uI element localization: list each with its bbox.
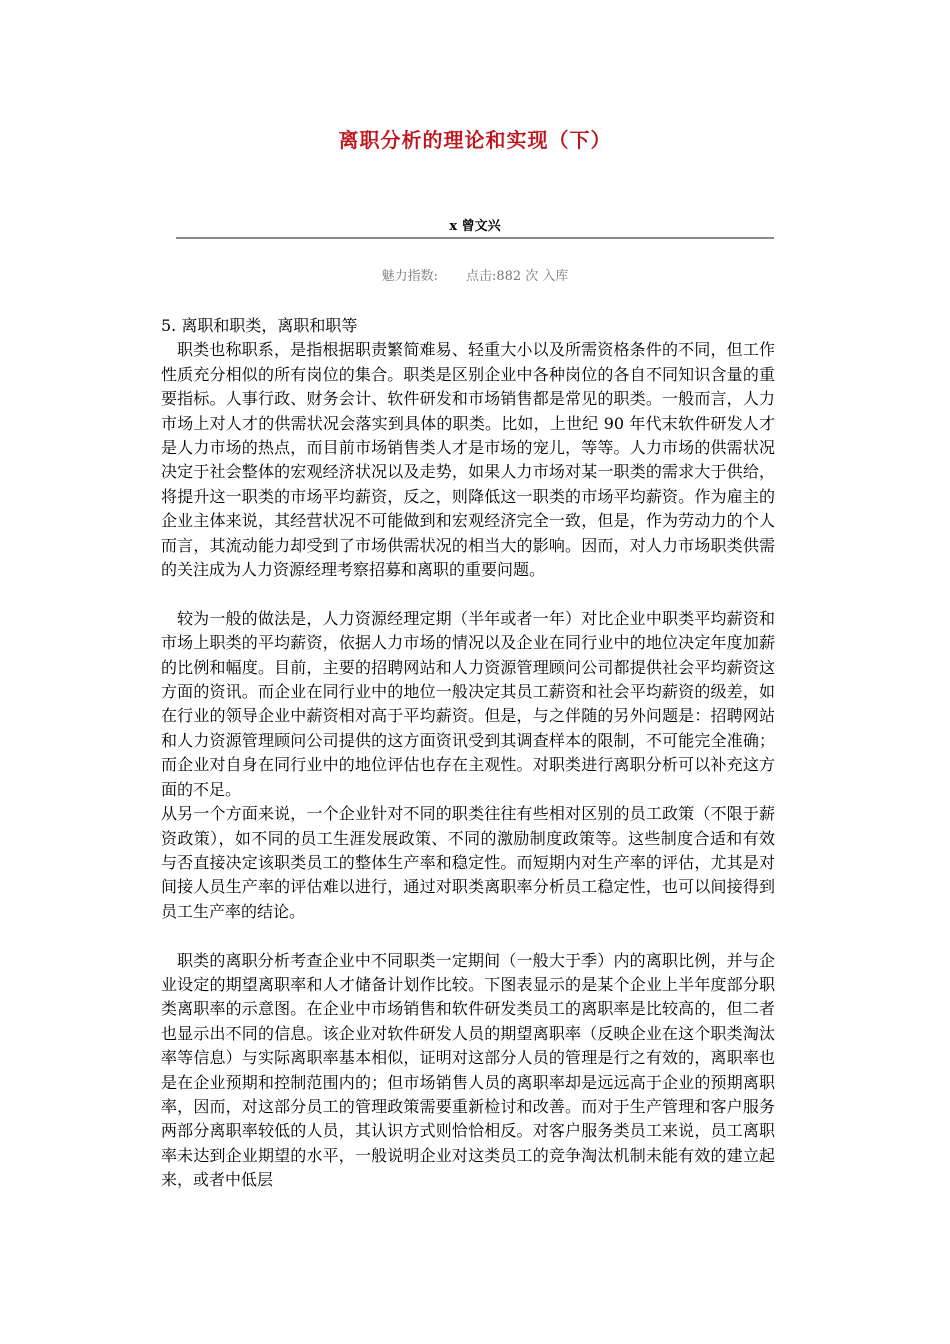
body-paragraph: 从另一个方面来说，一个企业针对不同的职类往往有些相对区别的员工政策（不限于薪资政策），如不同的员工生涯发展政策、不同的激励制度政策等。这些制度合适和有效与否直接决定该职类员工的整体生产率和稳定性。而短期内对生产率的评估，尤其是对间接人员生产率的评估难以进行，通过对职类离职率分析员工稳定性，也可以间接得到员工生产率的结论。	[161, 804, 775, 921]
meta-rating-label: 魅力指数:	[381, 269, 438, 284]
body-paragraph: 较为一般的做法是，人力资源经理定期（半年或者一年）对比企业中职类平均薪资和市场上职类的平均薪资，依据人力市场的情况以及企业在同行业中的地位决定年度加薪的比例和幅度。目前，主要的招聘网站和人力资源管理顾问公司都提供社会平均薪资这方面的资讯。而企业在同行业中的地位一般决定其员工薪资和社会平均薪资的级差，如在行业的领导企业中薪资相对高于平均薪资。但是，与之伴随的另外问题是：招聘网站和人力资源管理顾问公司提供的这方面资讯受到其调查样本的限制，不可能完全准确；而企业对自身在同行业中的地位评估也存在主观性。对职类进行离职分析可以补充这方面的不足。	[161, 608, 775, 799]
header-divider	[176, 237, 774, 239]
article-author: x 曾文兴	[449, 219, 501, 234]
body-paragraph: 职类的离职分析考查企业中不同职类一定期间（一般大于季）内的离职比例，并与企业设定的期望离职率和人才储备计划作比较。下图表显示的是某个企业上半年度部分职类离职率的示意图。在企业中市场销售和软件研发类员工的离职率是比较高的，但二者也显示出不同的信息。该企业对软件研发人员的期望离职率（反映企业在这个职类淘汰率等信息）与实际离职率基本相似，证明对这部分人员的管理是行之有效的，离职率也是在企业预期和控制范围内的；但市场销售人员的离职率却是远远高于企业的预期离职率，因而，对这部分员工的管理政策需要重新检讨和改善。而对于生产管理和客户服务两部分离职率较低的人员，其认识方式则恰恰相反。对客户服务类员工来说，员工离职率未达到企业期望的水平，一般说明企业对这类员工的竞争淘汰机制未能有效的建立起来，或者中低层	[161, 950, 775, 1190]
article-body	[161, 314, 775, 1193]
body-paragraph: 职类也称职系，是指根据职责繁简难易、轻重大小以及所需资格条件的不同，但工作性质充分相似的所有岗位的集合。职类是区别企业中各种岗位的各自不同知识含量的重要指标。人事行政、财务会计、软件研发和市场销售都是常见的职类。一般而言，人力市场上对人才的供需状况会落实到具体的职类。比如，上世纪 90 年代末软件研发人才是人力市场的热点，而目前市场销售类人才是市场的宠儿，等等。人力市场的供需状况决定于社会整体的宏观经济状况以及走势，如果人力市场对某一职类的需求大于供给，将提升这一职类的市场平均薪资，反之，则降低这一职类的市场平均薪资。作为雇主的企业主体来说，其经营状况不可能做到和宏观经济完全一致，但是，作为劳动力的个人而言，其流动能力却受到了市场供需状况的相当大的影响。因而，对人力市场职类供需的关注成为人力资源经理考察招募和离职的重要问题。	[161, 340, 775, 580]
paragraph-spacer	[161, 582, 775, 606]
paragraph-spacer	[161, 924, 775, 948]
article-meta	[0, 265, 950, 284]
article-title: 离职分析的理论和实现（下）	[338, 128, 612, 152]
section-heading: 5. 离职和职类，离职和职等	[161, 316, 358, 335]
meta-clicks: 点击:882 次 入库	[465, 269, 569, 284]
